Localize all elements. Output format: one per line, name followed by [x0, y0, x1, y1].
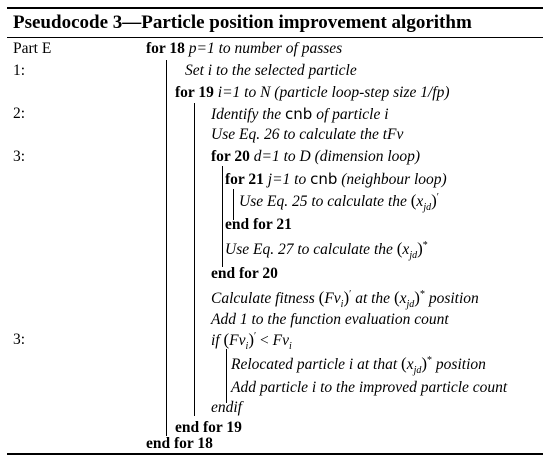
- for19-range: i=1 to N (particle loop-step size 1/fp): [217, 84, 450, 101]
- keyword-if: if: [211, 332, 220, 349]
- x-jd-star: $(x_{jd})^*$: [401, 354, 433, 377]
- bottom-rule: [7, 453, 543, 455]
- line-endfor19: end for 19: [175, 419, 242, 436]
- x-jd-star: $(x_{jd})^*$: [393, 288, 425, 311]
- indent-guide-for20: [222, 166, 223, 267]
- line-use-eq27: [225, 239, 428, 262]
- step-label-3b: 3:: [13, 331, 26, 348]
- reloc-position: position: [435, 356, 486, 373]
- line-for18: [146, 40, 342, 58]
- x-jd-star: $(x_{jd})^*$: [396, 239, 428, 262]
- line-use-eq26: Use Eq. 26 to calculate the tFv: [211, 126, 404, 143]
- for21-range: j=1 to: [267, 171, 307, 188]
- use25-text: Use Eq. 25 to calculate the: [239, 193, 407, 210]
- calc-fit-at: at the: [355, 290, 391, 307]
- for18-range: p=1 to number of passes: [188, 40, 343, 57]
- line-calc-fitness: [211, 288, 479, 311]
- keyword-for18: for 18: [146, 40, 185, 57]
- line-if: [211, 330, 292, 353]
- for20-range: d=1 to D (dimension loop): [253, 148, 421, 165]
- keyword-for19: for 19: [175, 84, 214, 101]
- table-title: Pseudocode 3—Particle position improvement algorithm: [13, 12, 472, 33]
- line-add-improved: Add particle i to the improved particle count: [231, 379, 508, 396]
- line-for21: [225, 170, 447, 189]
- line-for20: [211, 148, 420, 166]
- use27-text: Use Eq. 27 to calculate the: [225, 241, 393, 258]
- line-endfor18: end for 18: [146, 435, 213, 452]
- indent-guide-if: [226, 349, 227, 403]
- identify-text: Identify the: [211, 106, 282, 123]
- line-add-eval-count: Add 1 to the function evaluation count: [211, 311, 449, 328]
- part-label: Part E: [13, 40, 52, 57]
- indent-guide-for19: [194, 103, 195, 416]
- line-endif: endif: [211, 399, 242, 416]
- x-jd-prime: $(x_{jd})'$: [410, 191, 439, 214]
- calc-fit-text: Calculate fitness: [211, 290, 315, 307]
- line-identify-cnb: [211, 105, 389, 124]
- for21-label: (neighbour loop): [341, 171, 447, 188]
- identify-text-end: of particle i: [316, 106, 389, 123]
- cnb-symbol: cnb: [310, 170, 338, 188]
- top-rule: [7, 7, 543, 9]
- header-rule: [7, 37, 543, 38]
- step-label-1: 1:: [13, 62, 26, 79]
- line-relocate: [231, 354, 486, 377]
- line-endfor21: end for 21: [225, 216, 292, 233]
- fv-i-prime: $(Fv_i)'$: [318, 288, 352, 311]
- less-than-symbol: <: [260, 332, 269, 349]
- line-for19: [175, 84, 450, 102]
- fv-i: $Fv_i$: [272, 332, 292, 353]
- pseudocode-table: [7, 7, 543, 455]
- step-label-3a: 3:: [13, 148, 26, 165]
- keyword-for21: for 21: [225, 171, 264, 188]
- cnb-symbol: cnb: [285, 105, 313, 123]
- step-label-2: 2:: [13, 105, 26, 122]
- reloc-text: Relocated particle i at that: [231, 356, 398, 373]
- indent-guide-for18: [166, 60, 167, 436]
- calc-fit-position: position: [428, 290, 479, 307]
- line-endfor20: end for 20: [211, 265, 278, 282]
- keyword-for20: for 20: [211, 148, 250, 165]
- line-use-eq25: [239, 191, 439, 214]
- fv-i-prime: $(Fv_i)'$: [223, 330, 257, 353]
- line-set-i: Set i to the selected particle: [185, 62, 357, 79]
